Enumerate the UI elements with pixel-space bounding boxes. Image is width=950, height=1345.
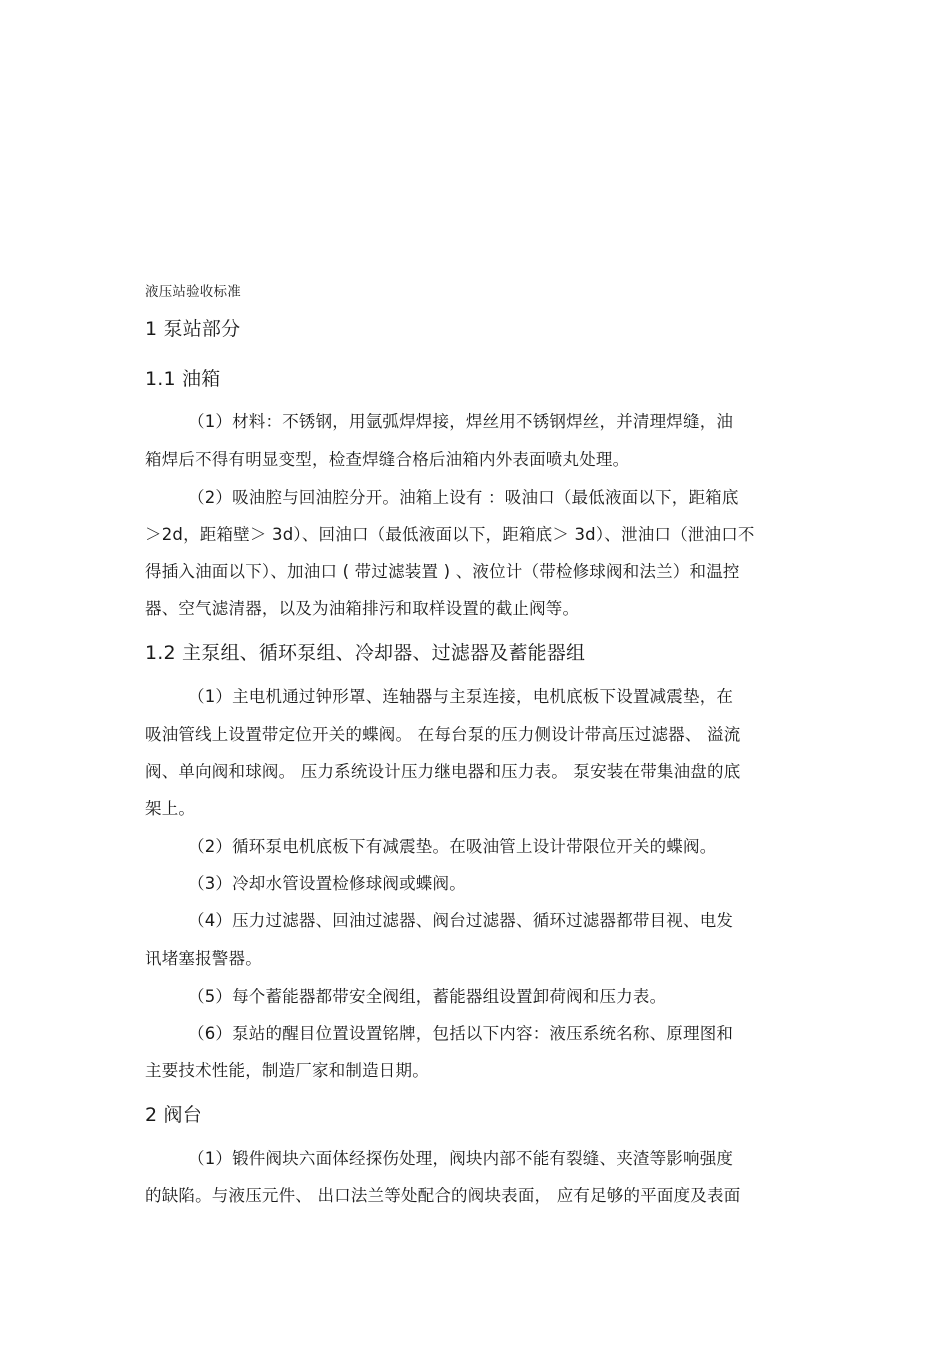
paragraph-line: （1）主电机通过钟形罩、连轴器与主泵连接，电机底板下设置减震垫，在 bbox=[188, 687, 734, 706]
paragraph-line: 架上。 bbox=[145, 799, 196, 818]
paragraph-line: （1）锻件阀块六面体经探伤处理，阀块内部不能有裂缝、夹渣等影响强度 bbox=[188, 1149, 734, 1168]
paragraph-line: （6）泵站的醒目位置设置铭牌，包括以下内容：液压系统名称、原理图和 bbox=[188, 1024, 734, 1043]
paragraph-line: （1）材料：不锈钢，用氩弧焊焊接，焊丝用不锈钢焊丝，并清理焊缝，油 bbox=[188, 412, 734, 431]
document-title: 液压站验收标准 bbox=[145, 284, 241, 300]
paragraph-line: 的缺陷。与液压元件、 出口法兰等处配合的阀块表面， 应有足够的平面度及表面 bbox=[145, 1186, 741, 1205]
paragraph-line: ＞2d，距箱壁＞ 3d）、回油口（最低液面以下，距箱底＞ 3d）、泄油口（泄油口不 bbox=[145, 525, 755, 544]
subsection-heading-pump-groups: 1.2 主泵组、循环泵组、冷却器、过滤器及蓄能器组 bbox=[145, 642, 586, 664]
paragraph-line: 主要技术性能，制造厂家和制造日期。 bbox=[145, 1061, 429, 1080]
paragraph-line: 讯堵塞报警器。 bbox=[145, 949, 262, 968]
paragraph-line: 箱焊后不得有明显变型，检查焊缝合格后油箱内外表面喷丸处理。 bbox=[145, 450, 630, 469]
section-heading-pump-station: 1 泵站部分 bbox=[145, 318, 241, 340]
subsection-heading-oil-tank: 1.1 油箱 bbox=[145, 368, 221, 390]
paragraph-line: 器、空气滤清器，以及为油箱排污和取样设置的截止阀等。 bbox=[145, 599, 580, 618]
paragraph-line: 吸油管线上设置带定位开关的蝶阀。 在每台泵的压力侧设计带高压过滤器、 溢流 bbox=[145, 725, 741, 744]
paragraph-line: （3）冷却水管设置检修球阀或蝶阀。 bbox=[188, 874, 466, 893]
paragraph-line: （2）循环泵电机底板下有减震垫。在吸油管上设计带限位开关的蝶阀。 bbox=[188, 837, 717, 856]
paragraph-line: （5）每个蓄能器都带安全阀组，蓄能器组设置卸荷阀和压力表。 bbox=[188, 987, 667, 1006]
section-heading-valve-stand: 2 阀台 bbox=[145, 1104, 202, 1126]
paragraph-line: 阀、单向阀和球阀。 压力系统设计压力继电器和压力表。 泵安装在带集油盘的底 bbox=[145, 762, 741, 781]
paragraph-line: 得插入油面以下）、加油口 ( 带过滤装置 ) 、液位计（带检修球阀和法兰）和温控 bbox=[145, 562, 740, 581]
paragraph-line: （2）吸油腔与回油腔分开。油箱上设有 ：吸油口（最低液面以下，距箱底 bbox=[188, 488, 739, 507]
paragraph-line: （4）压力过滤器、回油过滤器、阀台过滤器、循环过滤器都带目视、电发 bbox=[188, 911, 734, 930]
